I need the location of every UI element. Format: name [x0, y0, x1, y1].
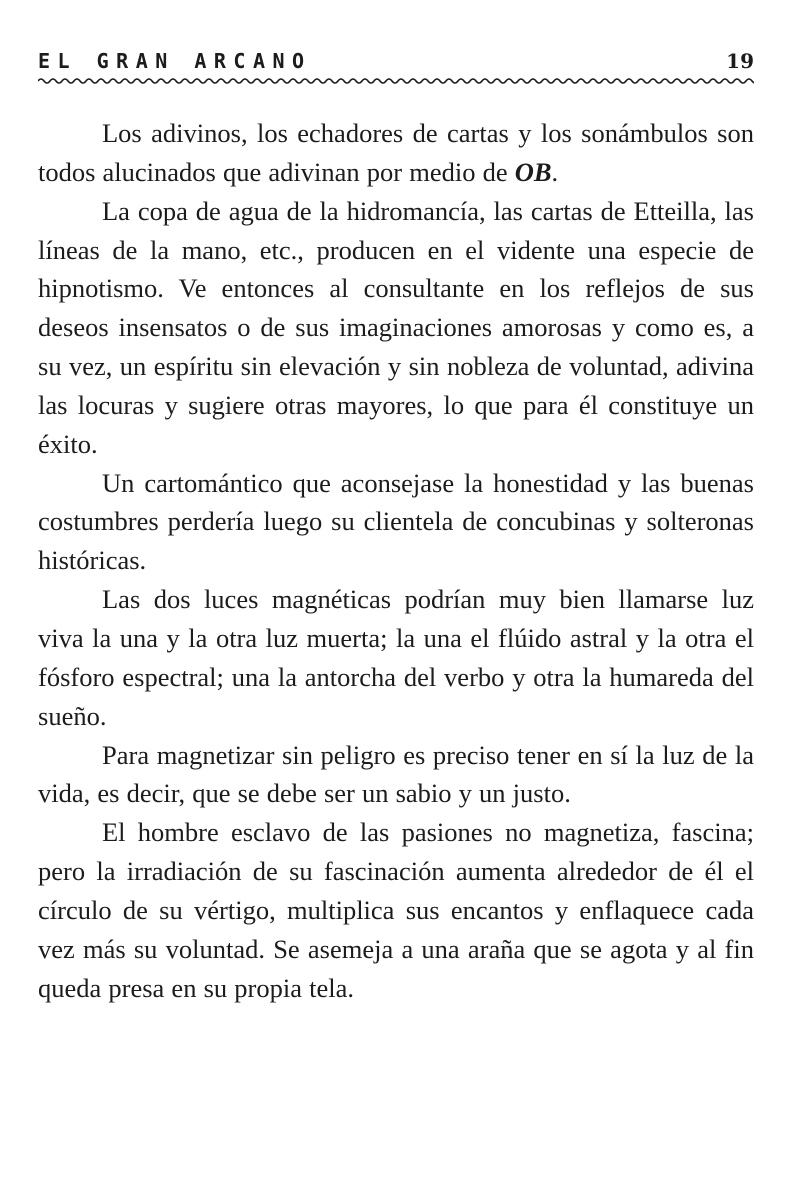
- paragraph-2: La copa de agua de la hidromancía, las cartas de Etteilla, las líneas de la mano, etc., producen en el vidente una especie de hipnotismo. Ve entonces al consultante en los reflejos de sus deseos insensatos o de sus imaginaciones amorosas y como es, a su vez, un espíritu sin elevación y sin nobleza de voluntad, adivina las locuras y sugiere otras mayores, lo que para él constituye un éxito.: [38, 195, 754, 459]
- page-number: 19: [726, 49, 754, 73]
- paragraph-5: Para magnetizar sin peligro es preciso tener en sí la luz de la vida, es decir, que se debe ser un sabio y un justo.: [38, 739, 754, 809]
- paragraph-6: El hombre esclavo de las pasiones no magnetiza, fascina; pero la irradiación de su fascinación aumenta alrededor de él el círculo de su vértigo, multiplica sus encantos y enflaquece cada vez más su voluntad. Se asemeja a una araña que se agota y al fin queda presa en su propia tela.: [38, 817, 754, 1003]
- paragraph-1-end: .: [551, 156, 559, 187]
- paragraph-4: Las dos luces magnéticas podrían muy bien llamarse luz viva la una y la otra luz muerta; la una el flúido astral y la otra el fósforo espectral; una la antorcha del verbo y otra la humareda del sueño.: [38, 584, 754, 731]
- running-title: EL GRAN ARCANO: [38, 49, 312, 73]
- paragraph-1-emphasis: OB: [514, 156, 552, 187]
- body-text: [38, 114, 754, 1007]
- paragraph-3: Un cartomántico que aconsejase la honestidad y las buenas costumbres perdería luego su clientela de concubinas y solteronas históricas.: [38, 467, 754, 576]
- paragraph-1: [38, 114, 754, 192]
- wavy-rule: [38, 76, 754, 86]
- page-header: [38, 48, 754, 90]
- paragraph-1-text: Los adivinos, los echadores de cartas y los sonámbulos son todos alucinados que adivinan por medio de: [38, 118, 754, 187]
